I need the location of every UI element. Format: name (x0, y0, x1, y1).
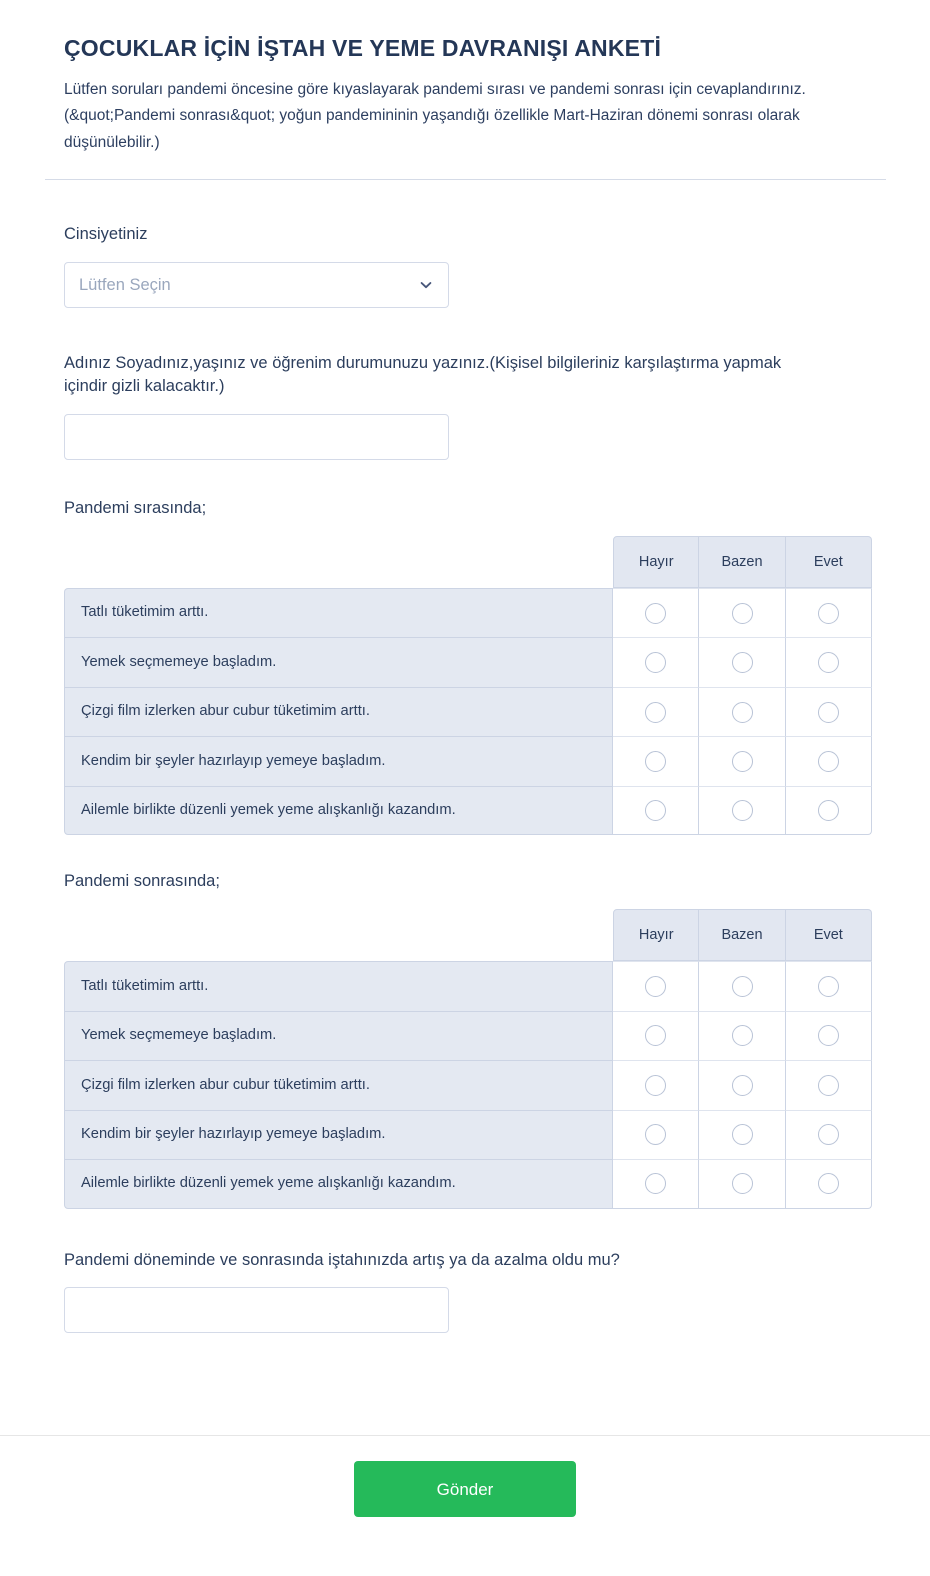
radio-button[interactable] (645, 702, 666, 723)
matrix-radio-cell[interactable] (786, 1159, 872, 1209)
matrix-radio-cell[interactable] (613, 736, 699, 786)
matrix-row-label: Yemek seçmemeye başladım. (64, 1011, 613, 1061)
question-gender (64, 223, 885, 309)
matrix-after-table (64, 909, 872, 1209)
appetite-label: Pandemi döneminde ve sonrasında iştahınızda artış ya da azalma oldu mu? (64, 1250, 620, 1269)
matrix-row-label: Kendim bir şeyler hazırlayıp yemeye başladım. (64, 1110, 613, 1160)
radio-button[interactable] (732, 1025, 753, 1046)
matrix-row-label: Çizgi film izlerken abur cubur tüketimim arttı. (64, 687, 613, 737)
radio-button[interactable] (645, 603, 666, 624)
table-row (64, 961, 872, 1011)
radio-button[interactable] (818, 800, 839, 821)
matrix-radio-cell[interactable] (699, 637, 785, 687)
radio-button[interactable] (732, 800, 753, 821)
radio-button[interactable] (818, 702, 839, 723)
matrix-radio-cell[interactable] (613, 687, 699, 737)
matrix-radio-cell[interactable] (786, 1060, 872, 1110)
table-row (64, 588, 872, 638)
question-appetite-change (64, 1249, 885, 1334)
matrix-after-heading: Pandemi sonrasında; (64, 872, 220, 891)
appetite-input[interactable] (64, 1287, 449, 1333)
matrix-column-header: Hayır (613, 536, 699, 588)
identity-input[interactable] (64, 414, 449, 460)
matrix-row-label: Çizgi film izlerken abur cubur tüketimim arttı. (64, 1060, 613, 1110)
matrix-radio-cell[interactable] (613, 1159, 699, 1209)
matrix-radio-cell[interactable] (699, 687, 785, 737)
table-row (64, 637, 872, 687)
gender-select-wrapper (64, 262, 449, 308)
radio-button[interactable] (732, 652, 753, 673)
matrix-row-label: Yemek seçmemeye başladım. (64, 637, 613, 687)
matrix-radio-cell[interactable] (613, 961, 699, 1011)
matrix-radio-cell[interactable] (699, 736, 785, 786)
table-row (64, 736, 872, 786)
matrix-radio-cell[interactable] (699, 1060, 785, 1110)
matrix-radio-cell[interactable] (699, 1110, 785, 1160)
matrix-header-row (64, 536, 872, 588)
matrix-row-label: Tatlı tüketimim arttı. (64, 588, 613, 638)
matrix-radio-cell[interactable] (613, 1110, 699, 1160)
matrix-row-label: Tatlı tüketimim arttı. (64, 961, 613, 1011)
matrix-corner-cell (64, 536, 613, 588)
table-row (64, 687, 872, 737)
radio-button[interactable] (732, 1124, 753, 1145)
matrix-radio-cell[interactable] (699, 961, 785, 1011)
matrix-during-heading: Pandemi sırasında; (64, 499, 207, 518)
gender-select[interactable] (64, 262, 449, 308)
matrix-radio-cell[interactable] (786, 1011, 872, 1061)
matrix-column-header: Evet (786, 536, 872, 588)
matrix-row-label: Ailemle birlikte düzenli yemek yeme alışkanlığı kazandım. (64, 786, 613, 836)
matrix-header-row (64, 909, 872, 961)
matrix-radio-cell[interactable] (613, 637, 699, 687)
radio-button[interactable] (645, 976, 666, 997)
submit-button[interactable]: Gönder (354, 1461, 576, 1517)
radio-button[interactable] (818, 976, 839, 997)
table-row (64, 1060, 872, 1110)
question-identity (64, 352, 885, 460)
radio-button[interactable] (818, 603, 839, 624)
radio-button[interactable] (732, 751, 753, 772)
form-header (0, 0, 930, 180)
gender-select-value: Lütfen Seçin (79, 275, 171, 294)
radio-button[interactable] (818, 1075, 839, 1096)
table-row (64, 1011, 872, 1061)
matrix-radio-cell[interactable] (786, 1110, 872, 1160)
matrix-during-wrapper (64, 536, 885, 836)
radio-button[interactable] (818, 1124, 839, 1145)
matrix-radio-cell[interactable] (699, 1159, 785, 1209)
matrix-radio-cell[interactable] (786, 637, 872, 687)
radio-button[interactable] (818, 1025, 839, 1046)
radio-button[interactable] (732, 976, 753, 997)
header-divider (45, 179, 886, 180)
matrix-radio-cell[interactable] (786, 786, 872, 836)
matrix-corner-cell (64, 909, 613, 961)
radio-button[interactable] (645, 1025, 666, 1046)
radio-button[interactable] (732, 702, 753, 723)
matrix-radio-cell[interactable] (786, 736, 872, 786)
matrix-row-label: Ailemle birlikte düzenli yemek yeme alışkanlığı kazandım. (64, 1159, 613, 1209)
form-description: Lütfen soruları pandemi öncesine göre kıyaslayarak pandemi sırası ve pandemi sonrası için cevaplandırınız. (&quot;Pandemi sonrası&quot; yoğun pandemininin yaşandığı özellikle Mart-Haziran dönemi sonrası olarak düşünülebilir.) (64, 80, 806, 152)
radio-button[interactable] (645, 1173, 666, 1194)
radio-button[interactable] (732, 1173, 753, 1194)
footer-divider (0, 1435, 930, 1436)
matrix-radio-cell[interactable] (786, 687, 872, 737)
table-row (64, 786, 872, 836)
matrix-radio-cell[interactable] (613, 588, 699, 638)
page-title: ÇOCUKLAR İÇİN İŞTAH VE YEME DAVRANIŞI ANKETİ (64, 35, 662, 61)
radio-button[interactable] (645, 1124, 666, 1145)
radio-button[interactable] (732, 603, 753, 624)
matrix-radio-cell[interactable] (699, 786, 785, 836)
radio-button[interactable] (818, 751, 839, 772)
matrix-column-header: Bazen (699, 536, 785, 588)
matrix-radio-cell[interactable] (613, 1011, 699, 1061)
identity-label: Adınız Soyadınız,yaşınız ve öğrenim durumunuzu yazınız.(Kişisel bilgileriniz karşılaştırma yapmak içindir gizli kalacaktır.) (64, 354, 782, 396)
form-body (0, 223, 930, 1334)
radio-button[interactable] (818, 652, 839, 673)
matrix-after-wrapper (64, 909, 885, 1209)
matrix-radio-cell[interactable] (786, 961, 872, 1011)
gender-label: Cinsiyetiniz (64, 224, 148, 243)
matrix-radio-cell[interactable] (786, 588, 872, 638)
matrix-column-header: Bazen (699, 909, 785, 961)
question-matrix-during-pandemic (64, 497, 885, 835)
matrix-radio-cell[interactable] (613, 1060, 699, 1110)
matrix-radio-cell[interactable] (699, 1011, 785, 1061)
radio-button[interactable] (645, 652, 666, 673)
matrix-during-table (64, 536, 872, 836)
matrix-radio-cell[interactable] (699, 588, 785, 638)
matrix-row-label: Kendim bir şeyler hazırlayıp yemeye başladım. (64, 736, 613, 786)
table-row (64, 1159, 872, 1209)
radio-button[interactable] (732, 1075, 753, 1096)
radio-button[interactable] (645, 751, 666, 772)
matrix-radio-cell[interactable] (613, 786, 699, 836)
table-row (64, 1110, 872, 1160)
question-matrix-after-pandemic (64, 870, 885, 1208)
radio-button[interactable] (645, 800, 666, 821)
submit-row (0, 1461, 930, 1517)
matrix-column-header: Evet (786, 909, 872, 961)
radio-button[interactable] (645, 1075, 666, 1096)
matrix-column-header: Hayır (613, 909, 699, 961)
radio-button[interactable] (818, 1173, 839, 1194)
